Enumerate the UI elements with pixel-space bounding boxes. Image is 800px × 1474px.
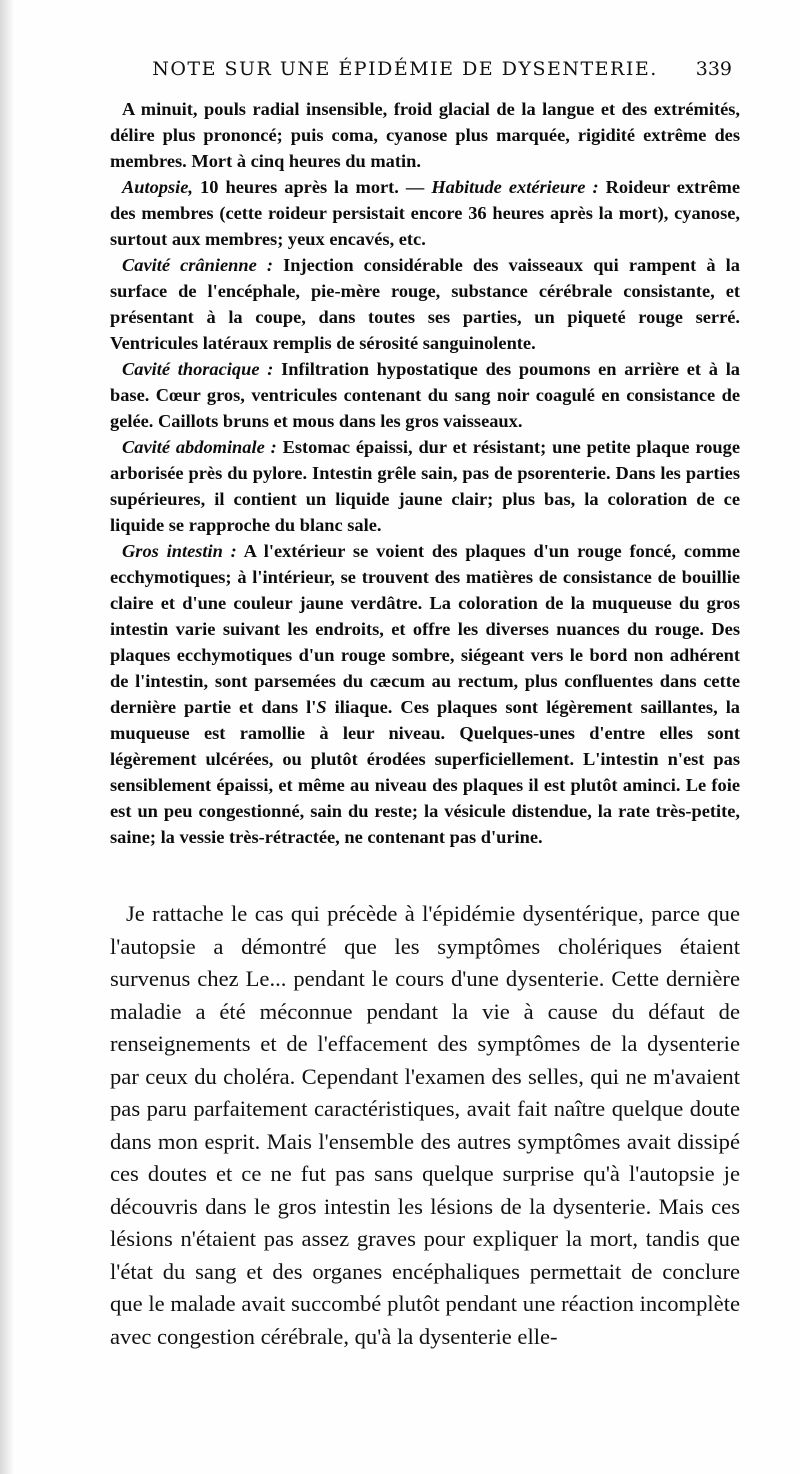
paragraph-thoracic-cavity xyxy=(110,356,740,434)
page-header xyxy=(110,58,732,90)
page-number: 339 xyxy=(695,58,732,80)
paragraph-cranial-cavity xyxy=(110,252,740,356)
thoracic-cavity-label: Cavité thoracique : xyxy=(122,359,274,379)
autopsy-label: Autopsie, xyxy=(122,177,194,197)
paragraph-autopsy xyxy=(110,174,740,252)
paragraph-commentary: Je rattache le cas qui précède à l'épidémie dysentérique, parce que l'autopsie a démontré que les symptômes cholériques étaient survenus chez Le... pendant le cours d'une dysenterie. Cette dernière maladie a été méconnue pendant la vie à cause du défaut de renseignements et de l'effacement des symptômes de la dysenterie par ceux du choléra. Cependant l'examen des selles, qui ne m'avaient pas paru parfaitement caractéristiques, avait fait naître quelque doute dans mon esprit. Mais l'ensemble des autres symptômes avait dissipé ces doutes et ce ne fut pas sans quelque surprise qu'à l'autopsie je découvris dans le gros intestin les lésions de la dysenterie. Mais ces lésions n'étaient pas assez graves pour expliquer la mort, tandis que l'état du sang et des organes encéphaliques permettait de conclure que le malade avait succombé plutôt pendant une réaction incomplète avec congestion cérébrale, qu'à la dysenterie elle- xyxy=(110,901,740,1349)
external-habit-label: Habitude extérieure : xyxy=(431,177,599,197)
paragraph-text: Roideur extrême des membres (cette roideur persistait encore 36 heures après la mort), cyanose, surtout aux membres; yeux encavés, etc. xyxy=(110,177,740,249)
paragraph-midnight xyxy=(110,96,740,174)
large-intestine-label: Gros intestin : xyxy=(122,541,237,561)
case-report-block xyxy=(110,96,740,850)
paragraph-text: A minuit, pouls radial insensible, froid glacial de la langue et des extrémités, délire plus prononcé; puis coma, cyanose plus marquée, rigidité extrême des membres. Mort à cinq heures du matin. xyxy=(110,99,740,171)
cranial-cavity-label: Cavité crânienne : xyxy=(122,255,273,275)
page-edge-shadow xyxy=(0,0,14,1474)
abdominal-cavity-label: Cavité abdominale : xyxy=(122,437,277,457)
commentary-block xyxy=(110,898,740,1353)
paragraph-abdominal-cavity xyxy=(110,434,740,538)
paragraph-text: Infiltration hypostatique des poumons en arrière et à la base. Cœur gros, ventricules contenant du sang noir coagulé en consistance de gelée. Caillots bruns et mous dans les gros vaisseaux. xyxy=(110,359,741,431)
paragraph-large-intestine xyxy=(110,538,740,850)
paragraph-text: A l'extérieur se voient des plaques d'un rouge foncé, comme ecchymotiques; à l'intérieur, se trouvent des matières de consistance de bouillie claire et d'une couleur jaune verdâtre. La coloration de la muqueuse du gros intestin varie suivant les endroits, et offre les diverses nuances du rouge. Des plaques ecchymotiques d'un rouge sombre, siégeant vers le bord non adhérent de l'intestin, sont parsemées du cæcum au rectum, plus confluentes dans cette dernière partie et dans l' xyxy=(110,541,741,717)
paragraph-text: iliaque. Ces plaques sont légèrement saillantes, la muqueuse est ramollie à leur niveau. Quelques-unes d'entre elles sont légèrement ulcérées, ou plutôt érodées superficiellement. L'intestin n'est pas sensiblement épaissi, et même au niveau des plaques il est plutôt aminci. Le foie est un peu congestionné, sain du reste; la vésicule distendue, la rate très-petite, saine; la vessie très-rétractée, ne contenant pas d'urine. xyxy=(110,697,740,847)
sigmoid-letter: S xyxy=(316,697,327,717)
paragraph-text: Estomac épaissi, dur et résistant; une petite plaque rouge arborisée près du pylore. Intestin grêle sain, pas de psorenterie. Dans les parties supérieures, il contient un liquide jaune clair; plus bas, la coloration de ce liquide se rapproche du blanc sale. xyxy=(110,437,740,535)
running-title: NOTE SUR UNE ÉPIDÉMIE DE DYSENTERIE. xyxy=(152,58,658,80)
paragraph-text: Injection considérable des vaisseaux qui rampent à la surface de l'encéphale, pie-mère rouge, substance cérébrale consistante, et présentant à la coupe, dans toutes ses parties, un piqueté rouge serré. Ventricules latéraux remplis de sérosité sanguinolente. xyxy=(110,255,740,353)
paragraph-text: 10 heures après la mort. — xyxy=(193,177,432,197)
